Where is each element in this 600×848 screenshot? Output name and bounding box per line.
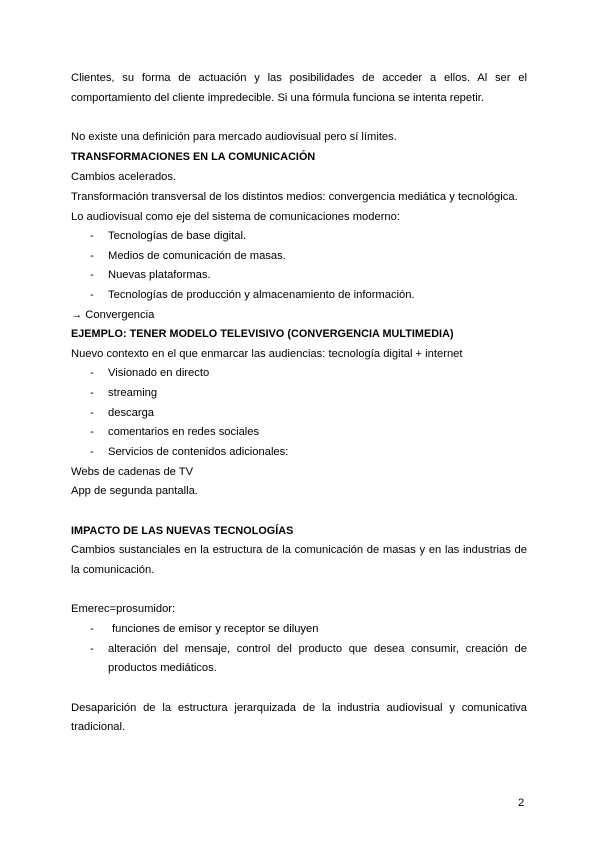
bullet-dash: -	[90, 367, 94, 379]
page-number: 2	[518, 797, 525, 809]
section1-line: Cambios acelerados.	[71, 171, 177, 183]
bullet-dash: -	[90, 426, 94, 438]
definition-line: No existe una definición para mercado audiovisual pero sí límites.	[71, 131, 397, 143]
bullet-dash: -	[90, 643, 94, 655]
bullet-dash: -	[90, 289, 94, 301]
bullet-dash: -	[90, 387, 94, 399]
section-heading-impacto: IMPACTO DE LAS NUEVAS TECNOLOGÍAS	[71, 525, 294, 537]
bullet-dash: -	[90, 446, 94, 458]
bullet-dash: -	[90, 623, 94, 635]
intro-line-2: comportamiento del cliente impredecible. Si una fórmula funciona se intenta repetir.	[71, 92, 484, 104]
section2-extra-line: App de segunda pantalla.	[71, 485, 198, 497]
section3-para-line-1: Cambios sustanciales en la estructura de la comunicación de masas y en las industrias de	[71, 544, 527, 556]
closing-line-1: Desaparición de la estructura jerarquizada de la industria audiovisual y comunicativa	[71, 702, 527, 714]
list-item: Medios de comunicación de masas.	[108, 250, 286, 262]
intro-line-1: Clientes, su forma de actuación y las posibilidades de acceder a ellos. Al ser el	[71, 72, 527, 84]
emerec-line: Emerec=prosumidor:	[71, 603, 176, 615]
section3-para-line-2: la comunicación.	[71, 564, 155, 576]
section1-line: Lo audiovisual como eje del sistema de comunicaciones moderno:	[71, 211, 400, 223]
bullet-dash: -	[90, 230, 94, 242]
list-item: alteración del mensaje, control del producto que desea consumir, creación de	[108, 643, 527, 655]
section1-line: Transformación transversal de los distintos medios: convergencia mediática y tecnológica.	[71, 191, 518, 203]
list-item: funciones de emisor y receptor se diluyen	[112, 623, 319, 635]
bullet-dash: -	[90, 407, 94, 419]
list-item: streaming	[108, 387, 158, 399]
section-heading-ejemplo: EJEMPLO: TENER MODELO TELEVISIVO (CONVERGENCIA MULTIMEDIA)	[71, 328, 454, 340]
list-item: descarga	[108, 407, 155, 419]
list-item: Visionado en directo	[108, 367, 210, 379]
convergencia-arrow-line: → Convergencia	[71, 309, 155, 321]
bullet-dash: -	[90, 250, 94, 262]
section-heading-transformaciones: TRANSFORMACIONES EN LA COMUNICACIÓN	[71, 151, 316, 163]
section2-extra-line: Webs de cadenas de TV	[71, 466, 194, 478]
list-item: comentarios en redes sociales	[108, 426, 260, 438]
section2-intro: Nuevo contexto en el que enmarcar las audiencias: tecnología digital + internet	[71, 348, 463, 360]
bullet-dash: -	[90, 269, 94, 281]
list-item: Tecnologías de base digital.	[108, 230, 247, 242]
list-item-continuation: productos mediáticos.	[108, 662, 217, 674]
list-item: Nuevas plataformas.	[108, 269, 211, 281]
list-item: Tecnologías de producción y almacenamiento de información.	[108, 289, 415, 301]
closing-line-2: tradicional.	[71, 721, 126, 733]
list-item: Servicios de contenidos adicionales:	[108, 446, 289, 458]
